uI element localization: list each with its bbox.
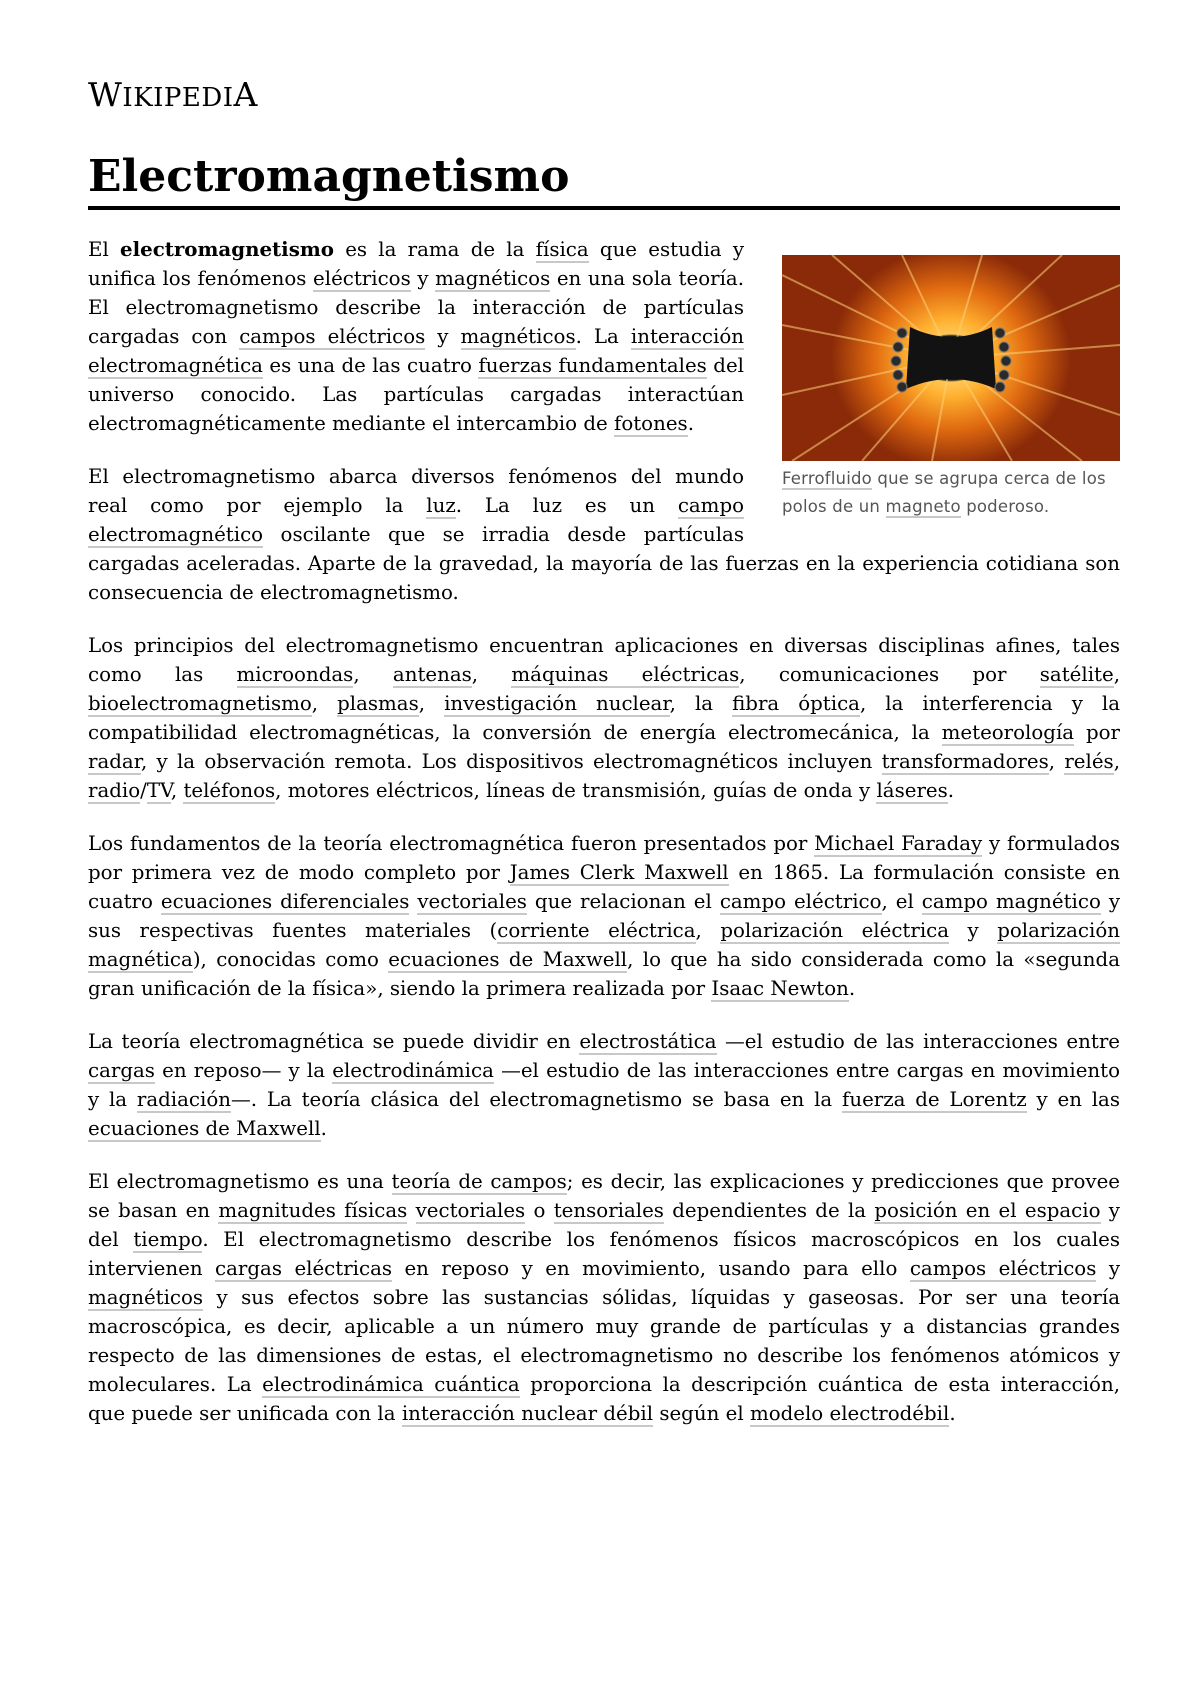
figure-caption bbox=[782, 465, 1120, 521]
link-radar[interactable]: radar bbox=[88, 750, 141, 773]
text-segment: , comunicaciones por bbox=[739, 663, 1040, 686]
text-segment: . bbox=[947, 779, 955, 802]
link-cargas[interactable]: cargas bbox=[88, 1059, 155, 1082]
link-vectoriales-2[interactable]: vectoriales bbox=[415, 1199, 526, 1222]
text-segment: y del bbox=[88, 1199, 1120, 1251]
link-ecuaciones-diferenciales[interactable]: ecuaciones diferenciales bbox=[160, 890, 410, 913]
link-ferrofluido[interactable]: Ferrofluido bbox=[782, 469, 872, 488]
text-segment: , bbox=[1113, 750, 1120, 773]
text-segment: ), conocidas como bbox=[192, 948, 389, 971]
link-magneto[interactable]: magneto bbox=[885, 497, 961, 516]
thumbnail-figure bbox=[782, 255, 1120, 521]
link-fuerzas-fundamentales[interactable]: fuerzas fundamentales bbox=[478, 354, 707, 377]
link-electrodinamica-cuantica[interactable]: electrodinámica cuántica bbox=[262, 1373, 520, 1396]
link-fibra-optica[interactable]: fibra óptica bbox=[732, 692, 860, 715]
text-segment: , motores eléctricos, líneas de transmisión, guías de onda y bbox=[275, 779, 877, 802]
text-segment: proporciona la descripción cuántica de esta interacción, que puede ser unificada con la bbox=[88, 1373, 1120, 1425]
text-segment: según el bbox=[653, 1402, 750, 1425]
link-maquinas-electricas[interactable]: máquinas eléctricas bbox=[511, 663, 740, 686]
link-ecuaciones-de-maxwell[interactable]: ecuaciones de Maxwell bbox=[388, 948, 628, 971]
text-segment: , bbox=[471, 663, 512, 686]
text-segment: El bbox=[88, 238, 121, 261]
text-segment: poderoso. bbox=[960, 497, 1050, 516]
ferrofluid-image[interactable] bbox=[782, 255, 1120, 461]
link-tiempo[interactable]: tiempo bbox=[133, 1228, 203, 1251]
link-magnitudes-fisicas[interactable]: magnitudes físicas bbox=[218, 1199, 408, 1222]
text-segment: , bbox=[170, 779, 184, 802]
link-antenas[interactable]: antenas bbox=[392, 663, 472, 686]
link-electricos[interactable]: eléctricos bbox=[313, 267, 411, 290]
text-segment: , bbox=[353, 663, 393, 686]
text-segment: que se agrupa cerca de los polos de un bbox=[782, 469, 1106, 516]
text-segment: y sus respectivas fuentes materiales ( bbox=[88, 890, 1120, 942]
link-microondas[interactable]: microondas bbox=[236, 663, 354, 686]
link-satelite[interactable]: satélite bbox=[1039, 663, 1114, 686]
link-bioelectromagnetismo[interactable]: bioelectromagnetismo bbox=[88, 692, 312, 715]
text-segment: del universo conocido. Las partículas cargadas interactúan electromagnéticamente mediante el intercambio de bbox=[88, 354, 744, 435]
paragraph-4 bbox=[88, 829, 1120, 1003]
link-corriente-electrica[interactable]: corriente eléctrica bbox=[497, 919, 696, 942]
text-segment: por bbox=[1074, 721, 1120, 744]
text-segment bbox=[407, 1199, 415, 1222]
link-posicion-en-el-espacio[interactable]: posición en el espacio bbox=[874, 1199, 1101, 1222]
text-segment: —el estudio de las interacciones entre bbox=[716, 1030, 1120, 1053]
link-radio[interactable]: radio bbox=[88, 779, 141, 802]
text-segment: , y la observación remota. Los dispositivos electromagnéticos incluyen bbox=[141, 750, 882, 773]
text-segment: y bbox=[949, 919, 998, 942]
link-magneticos-2[interactable]: magnéticos bbox=[460, 325, 576, 348]
link-interaccion-electromagnetica[interactable]: interacción electromagnética bbox=[88, 325, 744, 377]
link-magneticos[interactable]: magnéticos bbox=[435, 267, 551, 290]
text-segment: es la rama de la bbox=[333, 238, 536, 261]
link-transformadores[interactable]: transformadores bbox=[881, 750, 1049, 773]
text-segment: . La bbox=[575, 325, 631, 348]
article-body bbox=[88, 235, 1120, 1452]
link-magneticos-3[interactable]: magnéticos bbox=[88, 1286, 204, 1309]
text-segment: Los principios del electromagnetismo encuentran aplicaciones en diversas disciplinas afines, tales como las bbox=[88, 634, 1120, 686]
text-segment: , lo que ha sido considerada como la «segunda gran unificación de la física», siendo la primera realizada por bbox=[88, 948, 1120, 1000]
link-ecuaciones-de-maxwell-2[interactable]: ecuaciones de Maxwell bbox=[88, 1117, 321, 1140]
link-james-clerk-maxwell[interactable]: James Clerk Maxwell bbox=[509, 861, 729, 884]
text-segment: y formulados por primera vez de modo completo por bbox=[88, 832, 1120, 884]
link-reles[interactable]: relés bbox=[1064, 750, 1114, 773]
link-laseres[interactable]: láseres bbox=[876, 779, 948, 802]
text-segment: , la interferencia y la compatibilidad electromagnéticas, la conversión de energía electromecánica, la bbox=[88, 692, 1121, 744]
text-segment: en reposo— y la bbox=[154, 1059, 333, 1082]
text-segment: , bbox=[695, 919, 721, 942]
link-polarizacion-magnetica[interactable]: polarización magnética bbox=[88, 919, 1120, 971]
link-campo-electromagnetico[interactable]: campo electromagnético bbox=[88, 494, 745, 546]
text-segment: y bbox=[425, 325, 461, 348]
text-segment: y bbox=[1096, 1257, 1120, 1280]
paragraph-5 bbox=[88, 1027, 1120, 1143]
link-luz[interactable]: luz bbox=[426, 494, 456, 517]
link-investigacion-nuclear[interactable]: investigación nuclear bbox=[444, 692, 670, 715]
text-segment: es una de las cuatro bbox=[262, 354, 479, 377]
text-segment: , bbox=[418, 692, 445, 715]
link-campo-electrico[interactable]: campo eléctrico bbox=[719, 890, 882, 913]
text-segment: que estudia y unifica los fenómenos bbox=[88, 238, 744, 290]
text-segment: . bbox=[848, 977, 856, 1000]
text-segment: , bbox=[1113, 663, 1120, 686]
link-fisica[interactable]: física bbox=[535, 238, 589, 261]
text-segment: dependientes de la bbox=[663, 1199, 875, 1222]
term-electromagnetismo: electromagnetismo bbox=[120, 237, 334, 261]
text-segment: . La luz es un bbox=[455, 494, 678, 517]
link-vectoriales[interactable]: vectoriales bbox=[417, 890, 527, 913]
link-campos-electricos[interactable]: campos eléctricos bbox=[239, 325, 426, 348]
page-title: Electromagnetismo bbox=[88, 148, 1120, 210]
text-segment: en una sola teoría. El electromagnetismo describe la interacción de partículas cargadas con bbox=[88, 267, 744, 348]
wordmark-w: W bbox=[88, 75, 123, 114]
text-segment: que relacionan el bbox=[526, 890, 720, 913]
text-segment: en reposo y en movimiento, usando para ello bbox=[392, 1257, 910, 1280]
link-tensoriales[interactable]: tensoriales bbox=[553, 1199, 664, 1222]
text-segment: ; es decir, las explicaciones y predicciones que provee se basan en bbox=[88, 1170, 1120, 1222]
text-segment: , la bbox=[669, 692, 733, 715]
link-electrodinamica[interactable]: electrodinámica bbox=[332, 1059, 494, 1082]
text-segment: La teoría electromagnética se puede dividir en bbox=[88, 1030, 580, 1053]
link-michael-faraday[interactable]: Michael Faraday bbox=[814, 832, 983, 855]
text-segment: El electromagnetismo es una bbox=[88, 1170, 392, 1193]
link-interaccion-nuclear-debil[interactable]: interacción nuclear débil bbox=[401, 1402, 654, 1425]
text-segment: . bbox=[949, 1402, 956, 1425]
wordmark-middle: IKIPEDI bbox=[122, 83, 234, 113]
text-segment: . bbox=[687, 412, 694, 435]
link-meteorologia[interactable]: meteorología bbox=[941, 721, 1075, 744]
text-segment: —. La teoría clásica del electromagnetismo se basa en la bbox=[230, 1088, 843, 1111]
text-segment: El electromagnetismo abarca diversos fenómenos del mundo real como por ejemplo la bbox=[88, 465, 744, 517]
link-polarizacion-electrica[interactable]: polarización eléctrica bbox=[720, 919, 950, 942]
text-segment: y bbox=[410, 267, 436, 290]
link-radiacion[interactable]: radiación bbox=[136, 1088, 231, 1111]
paragraph-3 bbox=[88, 631, 1120, 805]
link-tv[interactable]: TV bbox=[146, 779, 171, 802]
link-campos-electricos-2[interactable]: campos eléctricos bbox=[909, 1257, 1097, 1280]
paragraph-6 bbox=[88, 1167, 1120, 1428]
link-modelo-electrodebil[interactable]: modelo electrodébil bbox=[749, 1402, 950, 1425]
text-segment: / bbox=[140, 779, 147, 802]
text-segment: oscilante que se irradia desde partículas cargadas aceleradas. Aparte de la gravedad, la mayoría de las fuerzas en la experiencia cotidiana son consecuencia de electromagnetismo. bbox=[88, 523, 1120, 604]
text-segment: , bbox=[1048, 750, 1065, 773]
text-segment: , bbox=[311, 692, 338, 715]
text-segment: Los fundamentos de la teoría electromagnética fueron presentados por bbox=[88, 832, 815, 855]
link-fotones[interactable]: fotones bbox=[614, 412, 688, 435]
link-electrostatica[interactable]: electrostática bbox=[579, 1030, 717, 1053]
wordmark-a: A bbox=[233, 75, 258, 114]
text-segment: . El electromagnetismo describe los fenómenos físicos macroscópicos en los cuales intervienen bbox=[88, 1228, 1121, 1280]
link-fuerza-de-lorentz[interactable]: fuerza de Lorentz bbox=[842, 1088, 1027, 1111]
link-plasmas[interactable]: plasmas bbox=[337, 692, 419, 715]
link-campo-magnetico[interactable]: campo magnético bbox=[921, 890, 1101, 913]
text-segment: en 1865. La formulación consiste en cuatro bbox=[88, 861, 1120, 913]
link-cargas-electricas[interactable]: cargas eléctricas bbox=[215, 1257, 393, 1280]
text-segment: o bbox=[525, 1199, 554, 1222]
text-segment: y en las bbox=[1026, 1088, 1121, 1111]
wikipedia-wordmark[interactable] bbox=[88, 75, 258, 114]
link-teoria-de-campos[interactable]: teoría de campos bbox=[391, 1170, 567, 1193]
text-segment: y sus efectos sobre las sustancias sólidas, líquidas y gaseosas. Por ser una teoría macroscópica, es decir, aplicable a un número muy grande de partículas y a distancias grandes respecto de las dimensiones de estas, el electromagnetismo no describe los fenómenos atómicos y moleculares. La bbox=[88, 1286, 1120, 1396]
link-isaac-newton[interactable]: Isaac Newton bbox=[711, 977, 849, 1000]
text-segment: , el bbox=[881, 890, 922, 913]
text-segment: . bbox=[320, 1117, 327, 1140]
link-telefonos[interactable]: teléfonos bbox=[183, 779, 276, 802]
text-segment: —el estudio de las interacciones entre cargas en movimiento y la bbox=[88, 1059, 1121, 1111]
